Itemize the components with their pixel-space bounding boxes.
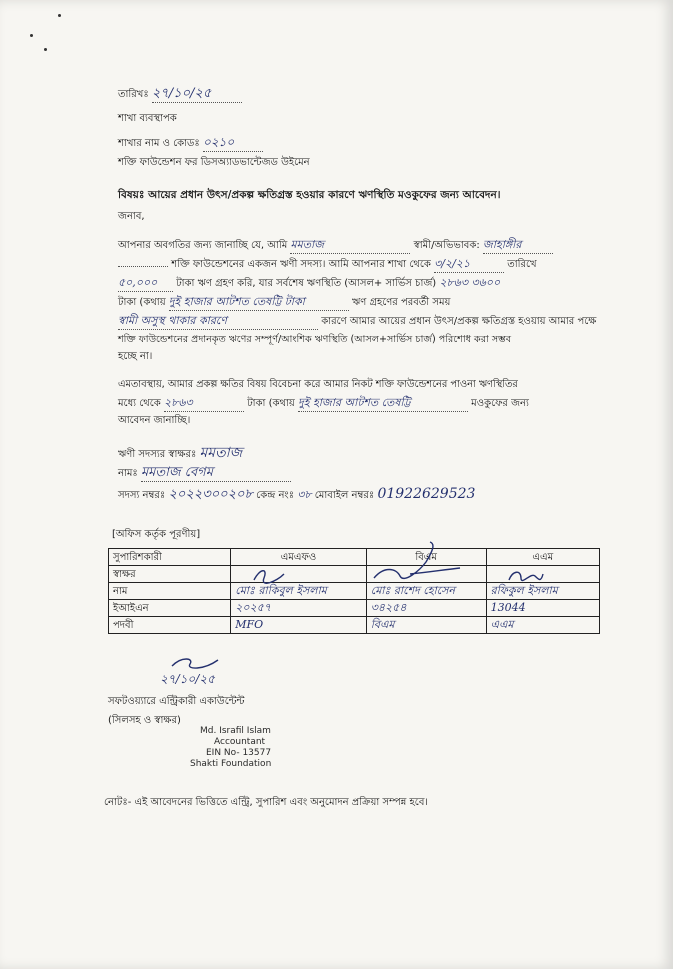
p2-end-text: মওকুফের জন্য bbox=[471, 398, 529, 409]
table-header-cell: বিএম bbox=[366, 549, 486, 566]
date-word: তারিখে bbox=[507, 259, 537, 270]
body-line-6: শক্তি ফাউন্ডেশনের প্রদানকৃত ঋণের সম্পূর্ণ/আংশিক ঋণস্থিতি (আসল+সার্ভিস চার্জ) পরিশোধ করা সম্ভব bbox=[118, 334, 512, 345]
p2-taka-text: টাকা (কথায় bbox=[247, 398, 295, 409]
husband-name-hw: জাহাঙ্গীর bbox=[482, 238, 522, 251]
row-label: ইআইএন bbox=[109, 600, 231, 617]
table-row bbox=[109, 600, 600, 617]
table-cell: রফিকুল ইসলাম bbox=[486, 583, 599, 600]
scan-speck bbox=[30, 34, 33, 37]
body-line-4 bbox=[118, 295, 450, 311]
member-number-line bbox=[118, 487, 475, 503]
body-line-1 bbox=[118, 238, 553, 254]
applicant-name-hw: মমতাজ bbox=[290, 238, 324, 251]
member-signature-hw: মমতাজ bbox=[199, 445, 243, 461]
seal-note: (সিলসহ ও স্বাক্ষর) bbox=[108, 715, 181, 726]
mfo-signature-mark bbox=[250, 566, 290, 586]
member-sig-label: ঋণী সদস্যর স্বাক্ষরঃ bbox=[118, 449, 197, 460]
scan-speck bbox=[44, 48, 47, 51]
office-use-label: [অফিস কর্তৃক পূরণীয়] bbox=[112, 529, 201, 540]
member-no-label: সদস্য নম্বরঃ bbox=[118, 490, 166, 501]
table-row bbox=[109, 617, 600, 634]
stamp-org: Shakti Foundation bbox=[190, 759, 272, 769]
reason-hw: স্বামী অসুস্থ থাকার কারণে bbox=[118, 314, 227, 327]
table-cell: ৩৪২৫৪ bbox=[366, 600, 486, 617]
waive-words-hw: দুই হাজার আটশত তেষট্টি bbox=[297, 396, 411, 409]
body-line-3-text: টাকা ঋণ গ্রহণ করি, যার সর্বশেষ ঋণস্থিতি (আসল+ সার্ভিস চার্জ) bbox=[176, 278, 437, 289]
date-value: ২৭/১০/২৫ bbox=[151, 86, 212, 101]
footer-note: নোটঃ- এই আবেদনের ভিত্তিতে এন্ট্রি, সুপারিশ এবং অনুমোদন প্রক্রিয়া সম্পন্ন হবে। bbox=[104, 797, 428, 808]
accountant-stamp bbox=[190, 726, 271, 770]
salutation: জনাব, bbox=[118, 211, 145, 222]
table-cell: মোঃ রাশেদ হোসেন bbox=[366, 583, 486, 600]
body-line-3 bbox=[118, 276, 500, 292]
table-cell: MFO bbox=[231, 617, 367, 634]
table-header-cell: এমএফও bbox=[231, 549, 367, 566]
loan-date-hw: ৩/২/২১ bbox=[434, 257, 471, 270]
stamp-designation: Accountant bbox=[214, 737, 266, 747]
body-line-5-text: কারণে আমার আয়ের প্রধান উৎস/প্রকল্প ক্ষতিগ্রস্ত হওয়ায় আমার পক্ষে bbox=[321, 316, 597, 327]
table-cell: ২০২৫৭ bbox=[231, 600, 367, 617]
row-label: নাম bbox=[109, 583, 231, 600]
table-header-cell: সুপারিশকারী bbox=[109, 549, 231, 566]
accountant-signature-mark bbox=[168, 654, 228, 674]
body-line-2-text: শক্তি ফাউন্ডেশনের একজন ঋণী সদস্য। আমি আপনার শাখা থেকে bbox=[171, 259, 431, 270]
scan-speck bbox=[58, 14, 61, 17]
amount-words-hw: দুই হাজার আটশত তেষট্টি টাকা bbox=[168, 295, 305, 308]
subject-line: বিষয়ঃ আয়ের প্রধান উৎস/প্রকল্প ক্ষতিগ্রস্ত হওয়ার কারণে ঋণস্থিতি মওকুফের জন্য আবেদন। bbox=[118, 189, 501, 201]
body-line-4-text: ঋণ গ্রহণের পরবর্তী সময় bbox=[351, 297, 451, 308]
member-name-hw: মমতাজ বেগম bbox=[140, 465, 213, 480]
date-line bbox=[118, 87, 242, 103]
branch-code: ০২১০ bbox=[202, 135, 235, 149]
member-signature-line bbox=[118, 446, 242, 462]
mobile-no-hw: 01922629523 bbox=[377, 486, 476, 502]
table-cell: মোঃ রাকিবুল ইসলাম bbox=[231, 583, 367, 600]
accountant-title: সফটওয়্যারে এন্ট্রিকারী একাউন্টেন্ট bbox=[108, 696, 245, 707]
recipient-title: শাখা ব্যবস্থাপক bbox=[118, 113, 177, 124]
accountant-date-hw: ২৭/১০/২৫ bbox=[160, 672, 215, 686]
body-line-5 bbox=[118, 314, 596, 330]
husband-label: স্বামী/অভিভাবক: bbox=[413, 240, 480, 251]
table-header-row bbox=[109, 549, 600, 566]
date-label: তারিখঃ bbox=[118, 89, 149, 100]
center-label: কেন্দ্র নংঃ bbox=[256, 490, 295, 501]
table-cell: 13044 bbox=[486, 600, 599, 617]
body-intro-text: আপনার অবগতির জন্য জানাচ্ছি যে, আমি bbox=[118, 240, 288, 251]
row-label: স্বাক্ষর bbox=[109, 566, 231, 583]
member-no-hw: ২০২২৩০০২০৮ bbox=[168, 487, 253, 502]
body-p2-line-3: আবেদন জানাচ্ছি। bbox=[118, 415, 191, 426]
table-cell: এএম bbox=[486, 617, 599, 634]
body-p2-line-2 bbox=[118, 396, 529, 412]
member-name-line bbox=[118, 466, 291, 482]
table-cell: বিএম bbox=[366, 617, 486, 634]
body-line-2 bbox=[118, 257, 537, 273]
mobile-label: মোবাইল নম্বরঃ bbox=[314, 490, 375, 501]
member-name-label: নামঃ bbox=[118, 468, 138, 479]
branch-line bbox=[118, 135, 263, 152]
stamp-ein: EIN No- 13577 bbox=[206, 748, 272, 758]
am-signature-mark bbox=[505, 566, 545, 586]
row-label: পদবী bbox=[109, 617, 231, 634]
center-no-hw: ৩৮ bbox=[297, 488, 312, 501]
body-line-7: হচ্ছে না। bbox=[118, 351, 153, 362]
waive-amount-hw: ২৮৬৩ bbox=[164, 396, 193, 409]
taka-word: টাকা (কথায় bbox=[118, 297, 166, 308]
loan-amount-hw: ৫০,০০০ bbox=[118, 276, 158, 289]
branch-label: শাখার নাম ও কোডঃ bbox=[118, 138, 200, 149]
organization-name: শক্তি ফাউন্ডেশন ফর ডিসঅ্যাডভান্টেজড উইমেন bbox=[118, 157, 310, 168]
bm-signature-mark bbox=[370, 540, 470, 586]
balance-hw: ২৮৬৩ ৩৬০০ bbox=[439, 276, 501, 289]
stamp-name: Md. Israfil Islam bbox=[200, 726, 271, 736]
body-p2-line-1: এমতাবস্থায়, আমার প্রকল্প ক্ষতির বিষয় বিবেচনা করে আমার নিকট শক্তি ফাউন্ডেশনের পাওনা ঋণস্থিতির bbox=[118, 379, 518, 390]
p2-from-text: মধ্যে থেকে bbox=[118, 398, 161, 409]
table-header-cell: এএম bbox=[486, 549, 599, 566]
recommendation-table bbox=[108, 548, 600, 634]
